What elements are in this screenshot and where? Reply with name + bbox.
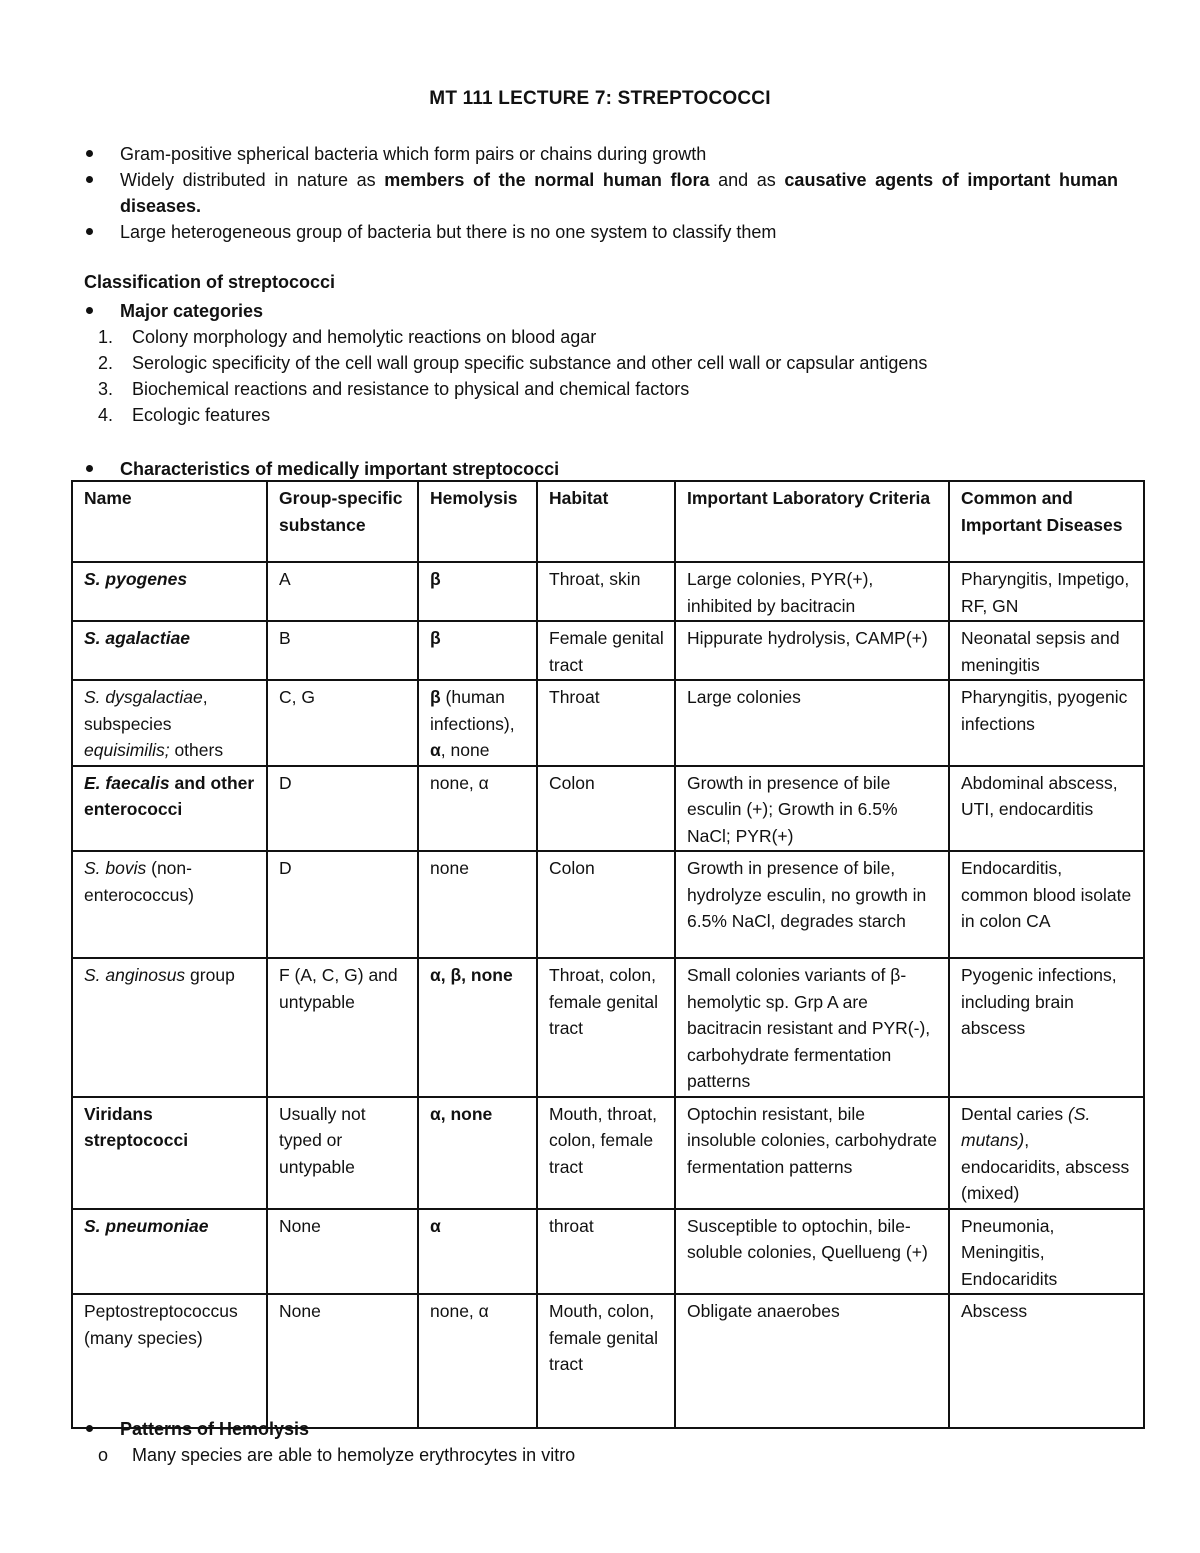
streptococci-table — [71, 480, 1145, 1429]
sub-bullet-item — [84, 1442, 1118, 1468]
group-substance: A — [267, 562, 418, 621]
habitat: Colon — [537, 766, 675, 852]
table-header-row — [72, 481, 1144, 562]
hemolysis: none — [418, 851, 537, 958]
table-row — [72, 562, 1144, 621]
numbered-item — [84, 376, 1118, 402]
disease-text: Dental caries — [961, 1103, 1068, 1124]
lab-criteria: Obligate anaerobes — [675, 1294, 949, 1428]
name-part: , subspecies — [84, 687, 208, 734]
organism-name — [72, 958, 267, 1097]
lab-criteria: Hippurate hydrolysis, CAMP(+) — [675, 621, 949, 680]
hemolysis: α — [418, 1209, 537, 1295]
name-part: and other enterococci — [84, 772, 255, 819]
bullet-item — [84, 298, 1118, 324]
bullet-item — [84, 141, 1118, 167]
sub-bullet-text: Many species are able to hemolyze erythrocytes in vitro — [132, 1445, 576, 1465]
hemolysis — [418, 680, 537, 766]
bullet-item — [84, 219, 1118, 245]
disease-organism: (S. mutans) — [961, 1103, 1091, 1150]
name-part: others — [169, 740, 224, 760]
item-number: 4. — [98, 405, 114, 425]
group-substance: Usually not typed or untypable — [267, 1097, 418, 1209]
habitat: Throat, skin — [537, 562, 675, 621]
diseases: Endocarditis, common blood isolate in colon CA — [949, 851, 1144, 958]
item-text: Colony morphology and hemolytic reactions on blood agar — [132, 327, 597, 347]
characteristics-heading: Characteristics of medically important streptococci — [120, 459, 560, 479]
diseases: Abscess — [949, 1294, 1144, 1428]
group-substance: C, G — [267, 680, 418, 766]
circle-bullet-icon: o — [98, 1445, 109, 1465]
table-row — [72, 851, 1144, 958]
table-row — [72, 1097, 1144, 1209]
bullet-icon — [86, 307, 93, 314]
name-part: S. bovis — [84, 858, 147, 878]
name-part: (non-enterococcus) — [84, 858, 194, 905]
bullet-emphasis: causative agents of important human diseases. — [120, 170, 1119, 216]
bullet-icon — [86, 176, 93, 183]
column-header: Common and Important Diseases — [949, 481, 1144, 562]
bullet-icon — [86, 150, 93, 157]
intro-bullets — [84, 141, 1118, 245]
organism-name — [72, 680, 267, 766]
item-text: Biochemical reactions and resistance to physical and chemical factors — [132, 379, 690, 399]
hemolysis-text: (human infections), — [430, 687, 515, 734]
habitat: Mouth, throat, colon, female tract — [537, 1097, 675, 1209]
column-header: Hemolysis — [418, 481, 537, 562]
diseases: Pneumonia, Meningitis, Endocaridits — [949, 1209, 1144, 1295]
diseases: Pyogenic infections, including brain abscess — [949, 958, 1144, 1097]
hemolysis-symbol: α — [430, 740, 441, 760]
hemolysis: β — [418, 562, 537, 621]
lab-criteria: Susceptible to optochin, bile-soluble colonies, Quellueng (+) — [675, 1209, 949, 1295]
diseases: Abdominal abscess, UTI, endocarditis — [949, 766, 1144, 852]
organism-name: S. agalactiae — [72, 621, 267, 680]
bullet-icon — [86, 228, 93, 235]
hemolysis-symbol: β — [430, 687, 441, 707]
lab-criteria: Small colonies variants of β-hemolytic sp. Grp A are bacitracin resistant and PYR(-), carbohydrate fermentation patterns — [675, 958, 949, 1097]
item-text: Ecologic features — [132, 405, 271, 425]
hemolysis: α, β, none — [418, 958, 537, 1097]
hemolysis: α, none — [418, 1097, 537, 1209]
organism-name — [72, 851, 267, 958]
organism-name: Viridans streptococci — [72, 1097, 267, 1209]
table-row — [72, 1294, 1144, 1428]
bullet-item — [84, 456, 1118, 482]
table-row — [72, 621, 1144, 680]
bullet-text: Large heterogeneous group of bacteria but there is no one system to classify them — [120, 222, 777, 242]
name-part: S. anginosus — [84, 965, 186, 985]
item-number: 2. — [98, 353, 114, 373]
hemolysis-text: , none — [440, 740, 490, 760]
column-header: Name — [72, 481, 267, 562]
diseases: Neonatal sepsis and meningitis — [949, 621, 1144, 680]
diseases — [949, 1097, 1144, 1209]
item-number: 1. — [98, 327, 114, 347]
hemolysis-patterns-section — [84, 1416, 1118, 1468]
bullet-text: Gram-positive spherical bacteria which form pairs or chains during growth — [120, 144, 707, 164]
name-part: E. faecalis — [84, 772, 170, 793]
column-header: Habitat — [537, 481, 675, 562]
bullet-text: Widely distributed in nature as — [120, 170, 385, 190]
name-part: S. dysgalactiae — [84, 687, 203, 707]
hemolysis: none, α — [418, 1294, 537, 1428]
classification-heading: Classification of streptococci — [84, 272, 336, 292]
numbered-item — [84, 350, 1118, 376]
bullet-text: and as — [709, 170, 785, 190]
lab-criteria: Growth in presence of bile, hydrolyze esculin, no growth in 6.5% NaCl, degrades starch — [675, 851, 949, 958]
lab-criteria: Large colonies, PYR(+), inhibited by bacitracin — [675, 562, 949, 621]
diseases: Pharyngitis, Impetigo, RF, GN — [949, 562, 1144, 621]
name-part: group — [185, 965, 235, 985]
characteristics-heading-row — [84, 456, 1118, 482]
habitat: Mouth, colon, female genital tract — [537, 1294, 675, 1428]
habitat: throat — [537, 1209, 675, 1295]
name-part: equisimilis; — [84, 740, 170, 760]
habitat: Throat — [537, 680, 675, 766]
table-row — [72, 766, 1144, 852]
bullet-item — [84, 1416, 1118, 1442]
numbered-item — [84, 324, 1118, 350]
habitat: Throat, colon, female genital tract — [537, 958, 675, 1097]
bullet-icon — [86, 465, 93, 472]
lab-criteria: Growth in presence of bile esculin (+); Growth in 6.5% NaCl; PYR(+) — [675, 766, 949, 852]
column-header: Group-specific substance — [267, 481, 418, 562]
hemolysis: β — [418, 621, 537, 680]
habitat: Colon — [537, 851, 675, 958]
table-row — [72, 1209, 1144, 1295]
habitat: Female genital tract — [537, 621, 675, 680]
major-categories-label: Major categories — [120, 301, 264, 321]
lab-criteria: Large colonies — [675, 680, 949, 766]
hemolysis-patterns-heading: Patterns of Hemolysis — [120, 1419, 310, 1439]
group-substance: D — [267, 766, 418, 852]
page-title: MT 111 LECTURE 7: STREPTOCOCCI — [429, 88, 771, 109]
numbered-item — [84, 402, 1118, 428]
organism-name: S. pneumoniae — [72, 1209, 267, 1295]
item-number: 3. — [98, 379, 114, 399]
organism-name — [72, 766, 267, 852]
bullet-icon — [86, 1425, 93, 1432]
item-text: Serologic specificity of the cell wall group specific substance and other cell wall or capsular antigens — [132, 353, 928, 373]
diseases: Pharyngitis, pyogenic infections — [949, 680, 1144, 766]
lab-criteria: Optochin resistant, bile insoluble colonies, carbohydrate fermentation patterns — [675, 1097, 949, 1209]
disease-text: , endocaridits, abscess (mixed) — [961, 1130, 1130, 1203]
table-row — [72, 958, 1144, 1097]
group-substance: B — [267, 621, 418, 680]
organism-name: S. pyogenes — [72, 562, 267, 621]
group-substance: None — [267, 1294, 418, 1428]
major-categories — [84, 298, 1118, 428]
hemolysis: none, α — [418, 766, 537, 852]
table-row — [72, 680, 1144, 766]
group-substance: F (A, C, G) and untypable — [267, 958, 418, 1097]
organism-name: Peptostreptococcus (many species) — [72, 1294, 267, 1428]
group-substance: None — [267, 1209, 418, 1295]
column-header: Important Laboratory Criteria — [675, 481, 949, 562]
bullet-item — [84, 167, 1118, 219]
bullet-emphasis: members of the normal human flora — [384, 170, 710, 190]
group-substance: D — [267, 851, 418, 958]
